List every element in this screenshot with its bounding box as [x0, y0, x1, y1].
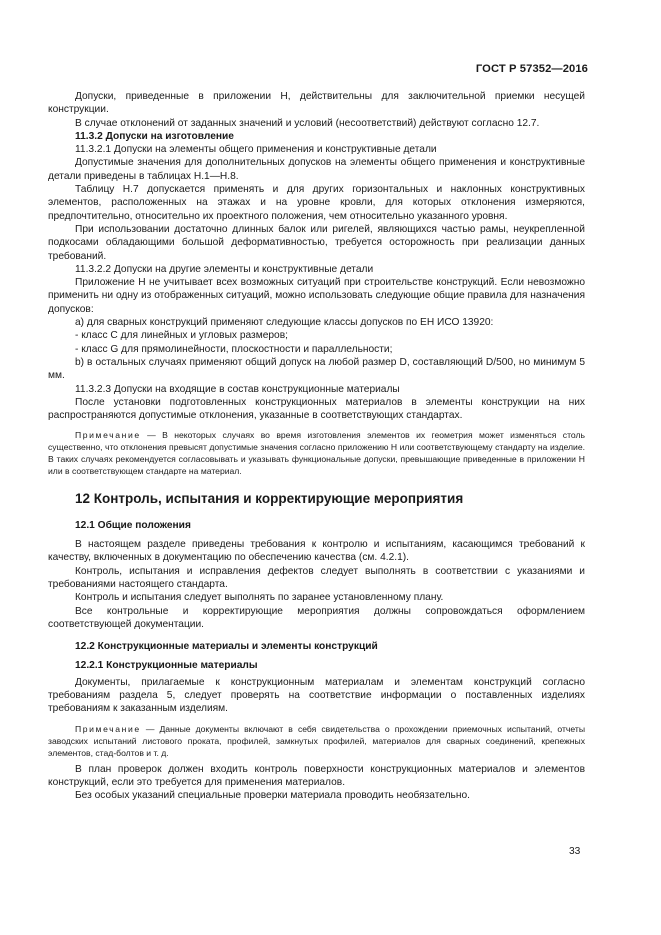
note-text: — В некоторых случаях во время изготовления элементов их геометрия может изменяться столь существенно, что отклонения превысят допустимые значения согласно приложению Н или соответствующему стандарту на изделие. В таких случаях рекомендуется согласовывать и указывать функциональные допуски, превышающие приведенные в приложении Н или в соответствующем стандарте на материал.	[48, 430, 585, 477]
note-label: Примечание	[75, 723, 141, 734]
paragraph: Допустимые значения для дополнительных допусков на элементы общего применения и конструктивные детали приведены в таблицах Н.1—Н.8.	[48, 157, 585, 182]
paragraph: В случае отклонений от заданных значений и условий (несоответствий) действуют согласно 12.7.	[75, 117, 540, 129]
subsection-heading-11-3-2-1: 11.3.2.1 Допуски на элементы общего применения и конструктивные детали	[75, 144, 437, 156]
paragraph: В план проверок должен входить контроль поверхности конструкционных материалов и элементов конструкций, если это требуется для применения материалов.	[48, 763, 585, 788]
paragraph: Контроль, испытания и исправления дефектов следует выполнять в соответствии с указаниями и требованиями настоящего стандарта.	[48, 565, 585, 590]
paragraph: При использовании достаточно длинных балок или ригелей, являющихся частью рамы, неукрепленной подкосами обладающими большой деформативностью, требуется осторожность при реализации данных требований.	[48, 223, 585, 262]
page-content	[48, 90, 585, 802]
section-heading-12-1: 12.1 Общие положения	[75, 519, 191, 531]
subsection-heading-11-3-2-2: 11.3.2.2 Допуски на другие элементы и конструктивные детали	[75, 263, 374, 275]
note-2	[48, 723, 585, 759]
note-label: Примечание	[75, 430, 141, 441]
page-number: 33	[569, 846, 581, 857]
paragraph: Документы, прилагаемые к конструкционным материалам и элементам конструкций согласно требованиям раздела 5, следует проверять на соответствие информации о поставленных изделиях требованиям к заказанным изделиям.	[48, 676, 585, 715]
paragraph: После установки подготовленных конструкционных материалов в элементы конструкции на них распространяются допустимые отклонения, указанные в соответствующих стандартах.	[48, 396, 585, 422]
paragraph: Допуски, приведенные в приложении Н, действительны для заключительной приемки несущей конструкции.	[48, 91, 585, 116]
list-item-a: а) для сварных конструкций применяют следующие классы допусков по ЕН ИСО 13920:	[75, 317, 494, 329]
list-item-b: b) в остальных случаях применяют общий допуск на любой размер D, составляющий D/500, но минимум 5 мм.	[48, 356, 585, 382]
section-heading-12-2-1: 12.2.1 Конструкционные материалы	[75, 660, 258, 672]
list-item-a-class-g: - класс G для прямолинейности, плоскостности и параллельности;	[75, 343, 393, 355]
paragraph: Таблицу Н.7 допускается применять и для других горизонтальных и наклонных конструктивных элементов, расположенных на этажах и на уровне кровли, для которых отклонения измеряются, предпочтительно, относительно их проектного положения, чем относительно указанного уровня.	[48, 184, 585, 222]
paragraph: Без особых указаний специальные проверки материала проводить необязательно.	[75, 790, 470, 802]
list-item-a-class-c: - класс С для линейных и угловых размеров;	[75, 330, 288, 342]
note-1	[48, 429, 585, 477]
section-heading-11-3-2: 11.3.2 Допуски на изготовление	[75, 130, 234, 142]
section-heading-12: 12 Контроль, испытания и корректирующие мероприятия	[75, 491, 464, 507]
paragraph: Приложение Н не учитывает всех возможных ситуаций при строительстве конструкций. Если невозможно применить ни одну из отображенных ситуаций, можно использовать следующие общие правила для назначения допусков:	[48, 277, 585, 315]
paragraph: В настоящем разделе приведены требования к контролю и испытаниям, касающимся требований к качеству, включенных в документацию по обеспечению качества (см. 4.2.1).	[48, 539, 585, 564]
section-heading-12-2: 12.2 Конструкционные материалы и элементы конструкций	[75, 641, 378, 653]
note-text: — Данные документы включают в себя свидетельства о прохождении приемочных испытаний, отчеты заводских испытаний листового проката, профилей, замкнутых профилей, материалов для сварных соединений, крепежных элементов, стад-болтов и т. д.	[48, 723, 585, 758]
paragraph: Все контрольные и корректирующие мероприятия должны сопровождаться оформлением соответствующей документации.	[48, 605, 585, 630]
standard-code-header: ГОСТ Р 57352—2016	[475, 63, 588, 75]
paragraph: Контроль и испытания следует выполнять по заранее установленному плану.	[75, 592, 444, 604]
subsection-heading-11-3-2-3: 11.3.2.3 Допуски на входящие в состав конструкционные материалы	[75, 383, 400, 395]
